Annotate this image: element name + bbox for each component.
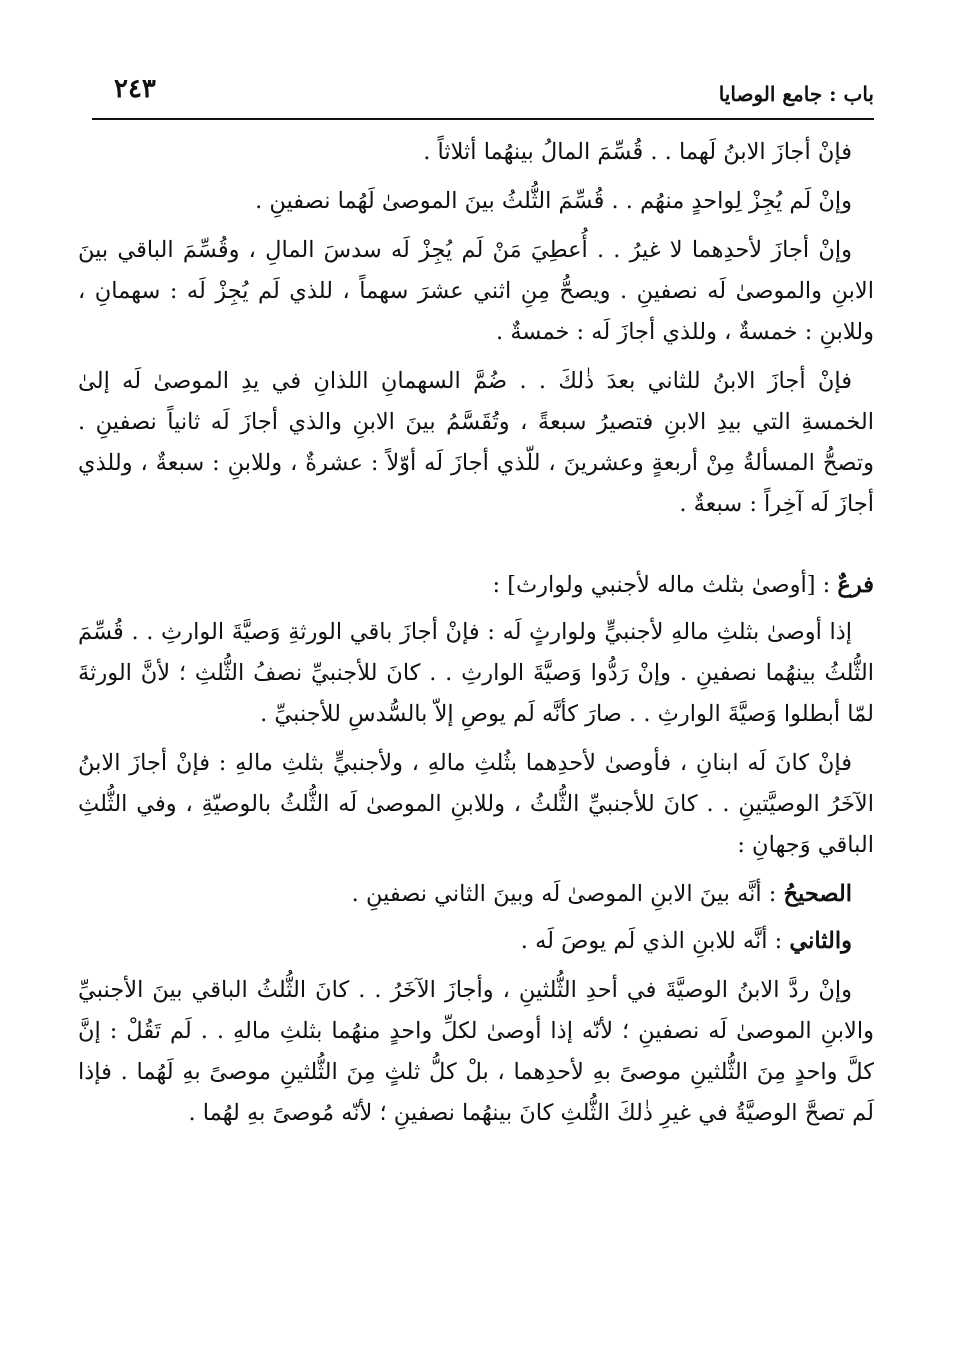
opinion-text: : أنَّه بينَ الابنِ الموصىٰ لَه وبينَ الثاني نصفينِ . xyxy=(351,881,777,907)
opinion-label: والثاني xyxy=(789,928,852,954)
opinion-second xyxy=(78,921,874,962)
branch-title: : [أوصىٰ بثلث ماله لأجنبي ولوارث] : xyxy=(492,572,831,598)
opinion-label: الصحيحُ xyxy=(783,881,852,907)
opinion-text: : أنَّه للابنِ الذي لَم يوصَ لَه . xyxy=(520,928,783,954)
branch-heading xyxy=(78,565,874,606)
paragraph: فإنْ أجازَ الابنُ لَهما . . قُسِّمَ المالُ بينهُما أثلاثاً . xyxy=(423,139,852,165)
chapter-title: باب : جامع الوصايا xyxy=(718,82,874,106)
opinion-first xyxy=(78,874,874,915)
paragraph: فإنْ أجازَ الابنُ للثاني بعدَ ذٰلكَ . . ضُمَّ السهمانِ اللذانِ في يدِ الموصىٰ لَه إلىٰ الخمسةِ التي بيدِ الابنِ فتصيرُ سبعةً ، وتُقَسَّمُ بينَ الابنِ والذي أجازَ لَه ثانياً نصفينِ . وتصحُّ المسألةُ مِنْ أربعةٍ وعشرينَ ، للّذي أجازَ لَه أوّلاً : عشرةٌ ، وللابنِ : سبعةٌ ، وللذي أجازَ لَه آخِراً : سبعةٌ . xyxy=(78,368,874,517)
paragraph: وإنْ ردَّ الابنُ الوصيَّةَ في أحدِ الثُّلثينِ ، وأجازَ الآخَرُ . . كانَ الثُّلثُ الباقي بينَ الأجنبيِّ والابنِ الموصىٰ لَه نصفينِ ؛ لأنّه إذا أوصىٰ لكلِّ واحدٍ منهُما بثلثِ مالهِ . . لَم تَقُلْ : إنَّ كلَّ واحدٍ مِنَ الثُّلثينِ موصىً بهِ لأحدِهما ، بلْ كلُّ ثلثٍ مِنَ الثُّلثينِ موصىً بهِ لَهُما . فإذا لَم تصحَّ الوصيَّةُ في غيرِ ذٰلكَ الثُّلثِ كانَ بينهُما نصفينِ ؛ لأنّه مُوصىً بهِ لهُما . xyxy=(78,977,874,1126)
page-header xyxy=(92,72,874,120)
page-number: ٢٤٣ xyxy=(114,74,156,104)
paragraph: فإنْ كانَ لَه ابنانِ ، فأوصىٰ لأحدِهما بثُلثِ مالهِ ، ولأجنبيٍّ بثلثِ مالهِ : فإنْ أجازَ الابنُ الآخَرُ الوصيَّتينِ . . كانَ للأجنبيِّ الثُّلثُ ، وللابنِ الموصىٰ لَه الثُّلثُ بالوصيّةِ ، وفي الثُّلثِ الباقي وَجهانِ : xyxy=(78,750,874,858)
paragraph: وإنْ لَم يُجِزْ لِواحدٍ منهُم . . قُسِّمَ الثُّلثُ بينَ الموصىٰ لَهُما نصفينِ . xyxy=(255,188,852,214)
branch-label: فرعٌ xyxy=(837,572,874,598)
paragraph: إذا أوصىٰ بثلثِ مالهِ لأجنبيٍّ ولوارثٍ لَه : فإنْ أجازَ باقي الورثةِ وَصيَّةَ الوارثِ . . قُسِّمَ الثُّلثُ بينهُما نصفينِ . وإنْ رَدُّوا وَصيَّةَ الوارثِ . . كانَ للأجنبيِّ نصفُ الثُّلثِ ؛ لأنَّ الورثةَ لمّا أبطلوا وَصيَّةَ الوارثِ . . صارَ كأنَّه لَم يوصِ إلاّ بالسُّدسِ للأجنبيِّ . xyxy=(78,619,874,727)
paragraph: وإنْ أجازَ لأحدِهما لا غيرُ . . أُعطِيَ مَنْ لَم يُجِزْ لَه سدسَ المالِ ، وقُسِّمَ الباقي بينَ الابنِ والموصىٰ لَه نصفينِ . ويصحُّ مِنِ اثني عشرَ سهماً ، للذي لَم يُجِزْ لَه : سهمانِ ، وللابنِ : خمسةٌ ، وللذي أجازَ لَه : خمسةٌ . xyxy=(78,237,874,345)
page-body xyxy=(78,132,874,1142)
